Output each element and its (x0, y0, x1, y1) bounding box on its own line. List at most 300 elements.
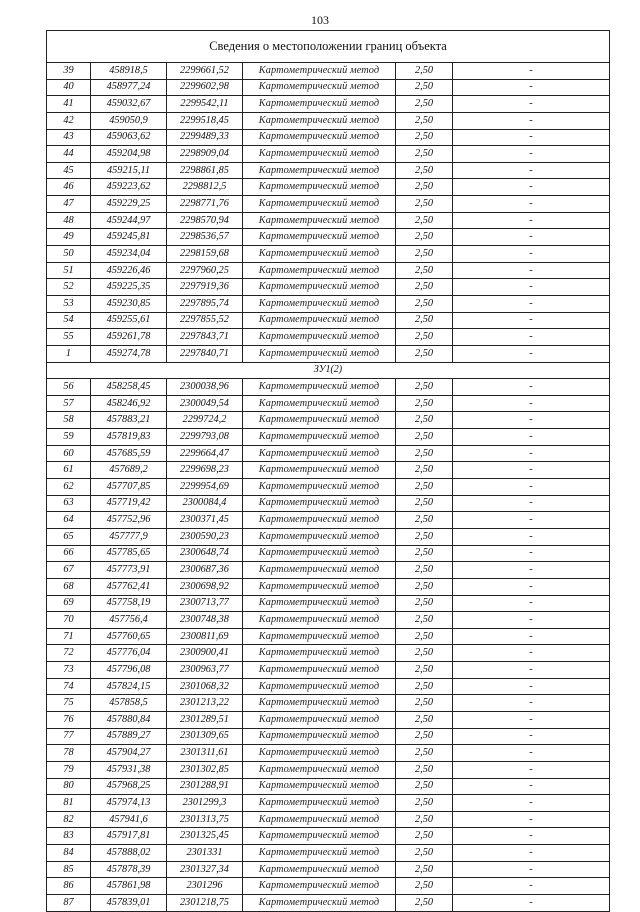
coordinate-y: 2301218,75 (167, 895, 243, 912)
description: - (453, 246, 610, 263)
coordinate-x: 459063,62 (91, 129, 167, 146)
method: Картометрический метод (243, 528, 396, 545)
method: Картометрический метод (243, 678, 396, 695)
table-row (47, 312, 610, 329)
table-row (47, 445, 610, 462)
point-number: 58 (47, 412, 91, 429)
coordinate-x: 457777,9 (91, 528, 167, 545)
coordinate-y: 2299698,23 (167, 462, 243, 479)
point-number: 63 (47, 495, 91, 512)
method: Картометрический метод (243, 262, 396, 279)
coordinate-x: 458258,45 (91, 379, 167, 396)
coordinate-x: 459050,9 (91, 112, 167, 129)
table-row (47, 212, 610, 229)
page-number: 103 (311, 13, 329, 27)
coordinate-y: 2300900,41 (167, 645, 243, 662)
precision: 2,50 (396, 562, 453, 579)
table-row (47, 811, 610, 828)
point-number: 77 (47, 728, 91, 745)
method: Картометрический метод (243, 878, 396, 895)
method: Картометрический метод (243, 146, 396, 163)
precision: 2,50 (396, 845, 453, 862)
point-number: 41 (47, 96, 91, 113)
point-number: 46 (47, 179, 91, 196)
table-row (47, 878, 610, 895)
coordinate-y: 2299793,08 (167, 429, 243, 446)
table-row (47, 262, 610, 279)
method: Картометрический метод (243, 79, 396, 96)
coordinate-y: 2297895,74 (167, 295, 243, 312)
coordinate-y: 2300698,92 (167, 578, 243, 595)
description: - (453, 112, 610, 129)
table-row (47, 595, 610, 612)
precision: 2,50 (396, 445, 453, 462)
point-number: 51 (47, 262, 91, 279)
coordinate-y: 2300038,96 (167, 379, 243, 396)
precision: 2,50 (396, 96, 453, 113)
description: - (453, 462, 610, 479)
table-row (47, 828, 610, 845)
description: - (453, 429, 610, 446)
precision: 2,50 (396, 63, 453, 80)
point-number: 79 (47, 761, 91, 778)
coordinate-y: 2299661,52 (167, 63, 243, 80)
table-row (47, 895, 610, 912)
table-row (47, 495, 610, 512)
description: - (453, 628, 610, 645)
coordinate-x: 459226,46 (91, 262, 167, 279)
coordinate-x: 457819,83 (91, 429, 167, 446)
description: - (453, 612, 610, 629)
table-row (47, 329, 610, 346)
precision: 2,50 (396, 146, 453, 163)
point-number: 53 (47, 295, 91, 312)
precision: 2,50 (396, 861, 453, 878)
table-row (47, 146, 610, 163)
description: - (453, 146, 610, 163)
method: Картометрический метод (243, 246, 396, 263)
method: Картометрический метод (243, 429, 396, 446)
coordinate-y: 2301288,91 (167, 778, 243, 795)
description: - (453, 545, 610, 562)
table-row (47, 279, 610, 296)
coordinate-y: 2301309,65 (167, 728, 243, 745)
table-row (47, 246, 610, 263)
point-number: 47 (47, 196, 91, 213)
point-number: 72 (47, 645, 91, 662)
coordinate-y: 2299954,69 (167, 479, 243, 496)
description: - (453, 196, 610, 213)
coordinate-y: 2298536,57 (167, 229, 243, 246)
table-row (47, 695, 610, 712)
point-number: 69 (47, 595, 91, 612)
description: - (453, 711, 610, 728)
method: Картометрический метод (243, 745, 396, 762)
table-row (47, 96, 610, 113)
table-row (47, 612, 610, 629)
coordinate-x: 457760,65 (91, 628, 167, 645)
coordinate-x: 459274,78 (91, 345, 167, 362)
table-row (47, 578, 610, 595)
coordinate-x: 457758,19 (91, 595, 167, 612)
description: - (453, 262, 610, 279)
precision: 2,50 (396, 512, 453, 529)
point-number: 54 (47, 312, 91, 329)
precision: 2,50 (396, 395, 453, 412)
coordinate-y: 2300049,54 (167, 395, 243, 412)
coordinate-y: 2300084,4 (167, 495, 243, 512)
point-number: 59 (47, 429, 91, 446)
table-row (47, 412, 610, 429)
coordinate-y: 2301296 (167, 878, 243, 895)
precision: 2,50 (396, 628, 453, 645)
table-row (47, 528, 610, 545)
precision: 2,50 (396, 828, 453, 845)
description: - (453, 295, 610, 312)
coordinate-y: 2299664,47 (167, 445, 243, 462)
description: - (453, 728, 610, 745)
coordinate-x: 457968,25 (91, 778, 167, 795)
coordinates-table-body (47, 63, 610, 912)
point-number: 74 (47, 678, 91, 695)
point-number: 62 (47, 479, 91, 496)
method: Картометрический метод (243, 112, 396, 129)
description: - (453, 329, 610, 346)
table-row (47, 512, 610, 529)
coordinate-x: 458977,24 (91, 79, 167, 96)
coordinate-y: 2300687,36 (167, 562, 243, 579)
table-row (47, 462, 610, 479)
coordinate-x: 457839,01 (91, 895, 167, 912)
method: Картометрический метод (243, 645, 396, 662)
point-number: 56 (47, 379, 91, 396)
coordinate-x: 459215,11 (91, 162, 167, 179)
precision: 2,50 (396, 229, 453, 246)
coordinate-x: 457904,27 (91, 745, 167, 762)
coordinate-y: 2300963,77 (167, 662, 243, 679)
point-number: 66 (47, 545, 91, 562)
description: - (453, 312, 610, 329)
precision: 2,50 (396, 479, 453, 496)
description: - (453, 162, 610, 179)
table-row (47, 678, 610, 695)
point-number: 45 (47, 162, 91, 179)
precision: 2,50 (396, 246, 453, 263)
method: Картометрический метод (243, 795, 396, 812)
description: - (453, 595, 610, 612)
description: - (453, 79, 610, 96)
method: Картометрический метод (243, 279, 396, 296)
description: - (453, 395, 610, 412)
coordinate-y: 2298909,04 (167, 146, 243, 163)
table-row (47, 196, 610, 213)
description: - (453, 379, 610, 396)
point-number: 84 (47, 845, 91, 862)
precision: 2,50 (396, 329, 453, 346)
precision: 2,50 (396, 745, 453, 762)
coordinate-y: 2298570,94 (167, 212, 243, 229)
coordinate-y: 2299602,98 (167, 79, 243, 96)
point-number: 70 (47, 612, 91, 629)
description: - (453, 212, 610, 229)
coordinate-x: 457776,04 (91, 645, 167, 662)
description: - (453, 895, 610, 912)
method: Картометрический метод (243, 212, 396, 229)
point-number: 43 (47, 129, 91, 146)
precision: 2,50 (396, 645, 453, 662)
coordinate-x: 457861,98 (91, 878, 167, 895)
coordinate-x: 457974,13 (91, 795, 167, 812)
coordinate-y: 2299518,45 (167, 112, 243, 129)
coordinate-y: 2298861,85 (167, 162, 243, 179)
coordinate-y: 2300648,74 (167, 545, 243, 562)
point-number: 1 (47, 345, 91, 362)
method: Картометрический метод (243, 728, 396, 745)
description: - (453, 412, 610, 429)
table-row (47, 395, 610, 412)
table-row (47, 295, 610, 312)
coordinate-y: 2299542,11 (167, 96, 243, 113)
coordinate-y: 2300811,69 (167, 628, 243, 645)
coordinate-y: 2300590,23 (167, 528, 243, 545)
coordinate-x: 457719,42 (91, 495, 167, 512)
coordinate-y: 2297840,71 (167, 345, 243, 362)
precision: 2,50 (396, 429, 453, 446)
precision: 2,50 (396, 728, 453, 745)
description: - (453, 479, 610, 496)
coordinate-y: 2301068,32 (167, 678, 243, 695)
table-row (47, 761, 610, 778)
precision: 2,50 (396, 612, 453, 629)
method: Картометрический метод (243, 861, 396, 878)
method: Картометрический метод (243, 445, 396, 462)
table-row (47, 628, 610, 645)
method: Картометрический метод (243, 196, 396, 213)
method: Картометрический метод (243, 628, 396, 645)
coordinate-x: 459225,35 (91, 279, 167, 296)
precision: 2,50 (396, 528, 453, 545)
coordinate-y: 2297843,71 (167, 329, 243, 346)
table-row (47, 861, 610, 878)
point-number: 78 (47, 745, 91, 762)
point-number: 64 (47, 512, 91, 529)
precision: 2,50 (396, 345, 453, 362)
description: - (453, 562, 610, 579)
coordinate-x: 457756,4 (91, 612, 167, 629)
table-row (47, 745, 610, 762)
coordinate-y: 2298159,68 (167, 246, 243, 263)
description: - (453, 795, 610, 812)
coordinate-x: 457917,81 (91, 828, 167, 845)
precision: 2,50 (396, 79, 453, 96)
description: - (453, 578, 610, 595)
description: - (453, 528, 610, 545)
precision: 2,50 (396, 212, 453, 229)
coordinate-y: 2300748,38 (167, 612, 243, 629)
precision: 2,50 (396, 495, 453, 512)
method: Картометрический метод (243, 129, 396, 146)
method: Картометрический метод (243, 96, 396, 113)
method: Картометрический метод (243, 312, 396, 329)
point-number: 83 (47, 828, 91, 845)
method: Картометрический метод (243, 761, 396, 778)
table-row (47, 345, 610, 362)
coordinate-x: 457880,84 (91, 711, 167, 728)
table-row (47, 645, 610, 662)
description: - (453, 512, 610, 529)
coordinate-x: 457889,27 (91, 728, 167, 745)
coordinate-x: 457707,85 (91, 479, 167, 496)
coordinate-x: 457931,38 (91, 761, 167, 778)
table-row (47, 179, 610, 196)
point-number: 71 (47, 628, 91, 645)
precision: 2,50 (396, 179, 453, 196)
description: - (453, 279, 610, 296)
description: - (453, 845, 610, 862)
method: Картометрический метод (243, 162, 396, 179)
point-number: 57 (47, 395, 91, 412)
precision: 2,50 (396, 678, 453, 695)
coordinate-y: 2300713,77 (167, 595, 243, 612)
precision: 2,50 (396, 262, 453, 279)
description: - (453, 695, 610, 712)
coordinates-sheet (46, 30, 609, 912)
coordinate-x: 457824,15 (91, 678, 167, 695)
precision: 2,50 (396, 129, 453, 146)
table-row (47, 63, 610, 80)
table-title: Сведения о местоположении границ объекта (47, 31, 610, 63)
precision: 2,50 (396, 545, 453, 562)
table-row (47, 379, 610, 396)
precision: 2,50 (396, 196, 453, 213)
coordinate-y: 2297855,52 (167, 312, 243, 329)
coordinate-y: 2301313,75 (167, 811, 243, 828)
coordinate-x: 459223,62 (91, 179, 167, 196)
point-number: 76 (47, 711, 91, 728)
point-number: 55 (47, 329, 91, 346)
precision: 2,50 (396, 662, 453, 679)
precision: 2,50 (396, 878, 453, 895)
point-number: 87 (47, 895, 91, 912)
coordinate-x: 457689,2 (91, 462, 167, 479)
precision: 2,50 (396, 312, 453, 329)
coordinates-table (46, 30, 610, 912)
description: - (453, 129, 610, 146)
table-row (47, 129, 610, 146)
method: Картометрический метод (243, 329, 396, 346)
point-number: 75 (47, 695, 91, 712)
coordinate-x: 457785,65 (91, 545, 167, 562)
coordinate-x: 458246,92 (91, 395, 167, 412)
method: Картометрический метод (243, 179, 396, 196)
method: Картометрический метод (243, 345, 396, 362)
point-number: 60 (47, 445, 91, 462)
point-number: 68 (47, 578, 91, 595)
coordinate-y: 2297960,25 (167, 262, 243, 279)
point-number: 48 (47, 212, 91, 229)
coordinate-y: 2297919,36 (167, 279, 243, 296)
coordinate-x: 457752,96 (91, 512, 167, 529)
method: Картометрический метод (243, 295, 396, 312)
table-row (47, 162, 610, 179)
point-number: 52 (47, 279, 91, 296)
method: Картометрический метод (243, 379, 396, 396)
precision: 2,50 (396, 462, 453, 479)
method: Картометрический метод (243, 545, 396, 562)
coordinate-y: 2301325,45 (167, 828, 243, 845)
coordinate-x: 459261,78 (91, 329, 167, 346)
method: Картометрический метод (243, 695, 396, 712)
precision: 2,50 (396, 761, 453, 778)
method: Картометрический метод (243, 412, 396, 429)
precision: 2,50 (396, 778, 453, 795)
method: Картометрический метод (243, 845, 396, 862)
point-number: 39 (47, 63, 91, 80)
description: - (453, 229, 610, 246)
section-label: ЗУ1(2) (47, 362, 610, 379)
precision: 2,50 (396, 379, 453, 396)
precision: 2,50 (396, 578, 453, 595)
coordinate-y: 2301299,3 (167, 795, 243, 812)
point-number: 65 (47, 528, 91, 545)
coordinate-y: 2301331 (167, 845, 243, 862)
description: - (453, 678, 610, 695)
point-number: 44 (47, 146, 91, 163)
description: - (453, 645, 610, 662)
section-row (47, 362, 610, 379)
method: Картометрический метод (243, 63, 396, 80)
point-number: 81 (47, 795, 91, 812)
coordinate-y: 2301327,34 (167, 861, 243, 878)
precision: 2,50 (396, 295, 453, 312)
coordinate-x: 457685,59 (91, 445, 167, 462)
method: Картометрический метод (243, 395, 396, 412)
coordinate-y: 2300371,45 (167, 512, 243, 529)
coordinate-y: 2298771,76 (167, 196, 243, 213)
point-number: 40 (47, 79, 91, 96)
precision: 2,50 (396, 412, 453, 429)
coordinate-y: 2299724,2 (167, 412, 243, 429)
table-row (47, 711, 610, 728)
coordinate-x: 457883,21 (91, 412, 167, 429)
table-row (47, 778, 610, 795)
table-row (47, 429, 610, 446)
coordinate-y: 2301289,51 (167, 711, 243, 728)
table-row (47, 562, 610, 579)
coordinate-x: 459229,25 (91, 196, 167, 213)
method: Картометрический метод (243, 811, 396, 828)
description: - (453, 878, 610, 895)
description: - (453, 778, 610, 795)
coordinate-x: 458918,5 (91, 63, 167, 80)
precision: 2,50 (396, 595, 453, 612)
precision: 2,50 (396, 895, 453, 912)
description: - (453, 811, 610, 828)
coordinate-x: 459244,97 (91, 212, 167, 229)
description: - (453, 179, 610, 196)
precision: 2,50 (396, 112, 453, 129)
precision: 2,50 (396, 695, 453, 712)
description: - (453, 445, 610, 462)
coordinate-y: 2301311,61 (167, 745, 243, 762)
coordinate-x: 457878,39 (91, 861, 167, 878)
precision: 2,50 (396, 811, 453, 828)
coordinate-x: 457941,6 (91, 811, 167, 828)
coordinate-y: 2301213,22 (167, 695, 243, 712)
table-row (47, 229, 610, 246)
precision: 2,50 (396, 162, 453, 179)
method: Картометрический метод (243, 828, 396, 845)
